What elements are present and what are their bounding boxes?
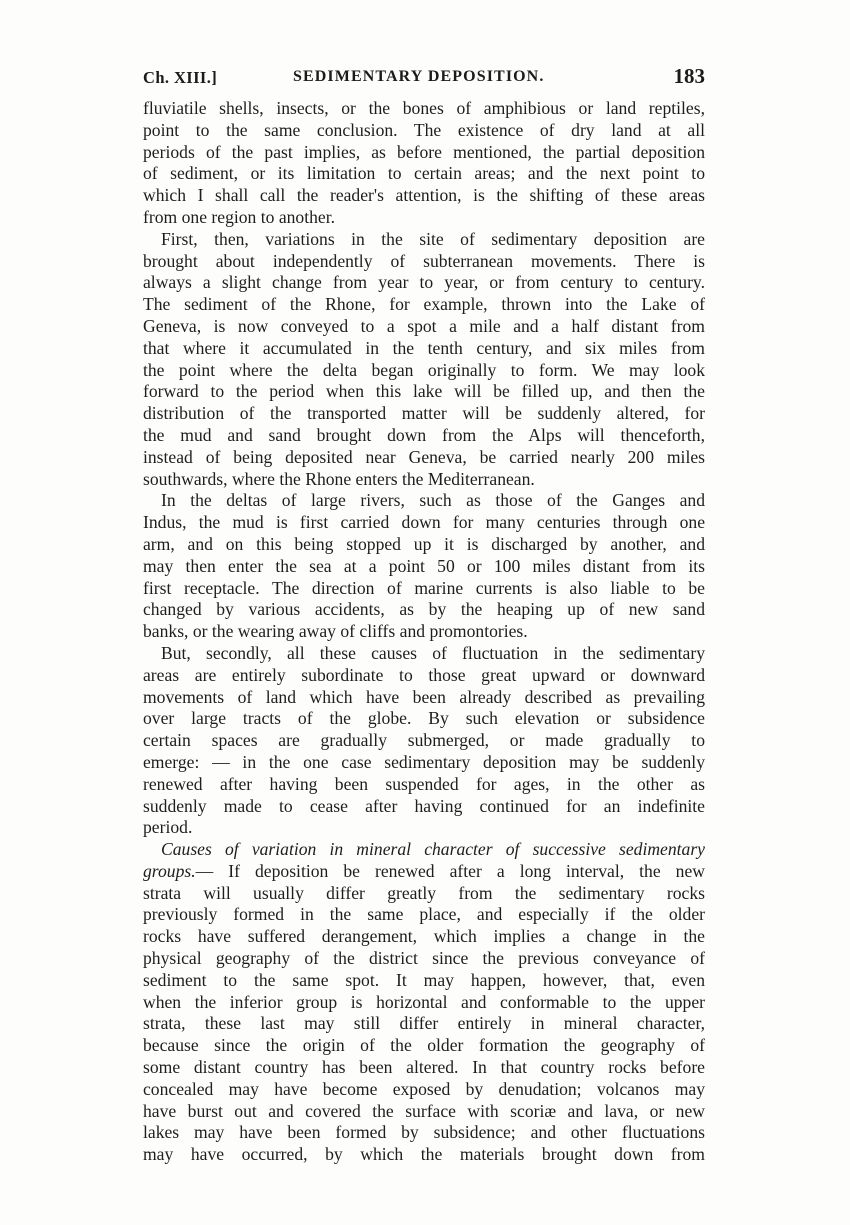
text-line: lakes may have been formed by subsidence; and other fluctuations [143, 1122, 705, 1143]
text-line: areas are entirely subordinate to those great upward or downward [143, 664, 705, 685]
text-line: when the inferior group is horizontal and conformable to the upper [143, 991, 705, 1012]
text-line: some distant country has been altered. In that country rocks before [143, 1057, 705, 1078]
text-line-italic-heading [143, 839, 705, 861]
text-line: renewed after having been suspended for ages, in the other as [143, 773, 705, 794]
text-line: previously formed in the same place, and especially if the older [143, 904, 705, 925]
text-line: always a slight change from year to year, or from century to century. [143, 272, 705, 293]
text-line: period. [143, 817, 193, 838]
heading-continuation: — If deposition be renewed after a long interval, the new [195, 860, 705, 881]
running-head [143, 66, 705, 94]
text-line: southwards, where the Rhone enters the Mediterranean. [143, 468, 535, 489]
text-line: may have occurred, by which the materials brought down from [143, 1144, 705, 1165]
text-line: changed by various accidents, as by the heaping up of new sand [143, 599, 705, 620]
paragraphs-after [143, 883, 705, 1166]
text-line: periods of the past implies, as before mentioned, the partial deposition [143, 141, 705, 162]
text-line: have burst out and covered the surface with scoriæ and lava, or new [143, 1100, 705, 1121]
text-line: The sediment of the Rhone, for example, thrown into the Lake of [143, 294, 705, 315]
text-line: rocks have suffered derangement, which implies a change in the [143, 926, 705, 947]
text-line: point to the same conclusion. The existence of dry land at all [143, 119, 705, 140]
text-line: the point where the delta began originally to form. We may look [143, 359, 705, 380]
text-line: concealed may have become exposed by denudation; volcanos may [143, 1078, 705, 1099]
text-line: Geneva, is now conveyed to a spot a mile and a half distant from [143, 315, 705, 336]
text-line: movements of land which have been already described as prevailing [143, 686, 705, 707]
text-line: over large tracts of the globe. By such elevation or subsidence [143, 708, 705, 729]
text-line: the mud and sand brought down from the Alps will thenceforth, [143, 424, 705, 445]
section-heading-italic: Causes of variation in mineral character of successive sedimentary [161, 839, 705, 860]
text-line: physical geography of the district since the previous conveyance of [143, 948, 705, 969]
page-number: 183 [673, 64, 705, 88]
text-line: from one region to another. [143, 206, 336, 227]
text-line: brought about independently of subterranean movements. There is [143, 250, 705, 271]
text-line: But, secondly, all these causes of fluctuation in the sedimentary [161, 642, 705, 663]
text-line: which I shall call the reader's attention, is the shifting of these areas [143, 185, 705, 206]
text-line-italic-heading-cont [143, 861, 705, 883]
chapter-label: Ch. XIII.] [143, 68, 218, 87]
text-line: instead of being deposited near Geneva, be carried nearly 200 miles [143, 446, 705, 467]
text-line: arm, and on this being stopped up it is discharged by another, and [143, 533, 705, 554]
text-line: because since the origin of the older formation the geography of [143, 1035, 705, 1056]
text-line: of sediment, or its limitation to certain areas; and the next point to [143, 163, 705, 184]
text-line: banks, or the wearing away of cliffs and promontories. [143, 621, 528, 642]
running-title: SEDIMENTARY DEPOSITION. [293, 68, 545, 85]
text-line: Indus, the mud is first carried down for many centuries through one [143, 512, 705, 533]
text-line: strata will usually differ greatly from the sedimentary rocks [143, 882, 705, 903]
text-line: strata, these last may still differ entirely in mineral character, [143, 1013, 705, 1034]
text-line: In the deltas of large rivers, such as those of the Ganges and [161, 490, 705, 511]
text-line: suddenly made to cease after having continued for an indefinite [143, 795, 705, 816]
text-line: distribution of the transported matter will be suddenly altered, for [143, 403, 705, 424]
text-line: first receptacle. The direction of marine currents is also liable to be [143, 577, 705, 598]
text-line: forward to the period when this lake will be filled up, and then the [143, 381, 705, 402]
text-line: certain spaces are gradually submerged, or made gradually to [143, 730, 705, 751]
text-line: fluviatile shells, insects, or the bones of amphibious or land reptiles, [143, 98, 705, 118]
text-line: that where it accumulated in the tenth century, and six miles from [143, 337, 705, 358]
body-text [143, 98, 705, 1166]
text-line: may then enter the sea at a point 50 or 100 miles distant from its [143, 555, 705, 576]
section-heading-italic-end: groups. [143, 860, 196, 881]
paragraphs-before [143, 98, 705, 839]
text-line: sediment to the same spot. It may happen, however, that, even [143, 969, 705, 990]
text-line: emerge: — in the one case sedimentary deposition may be suddenly [143, 751, 705, 772]
text-line: First, then, variations in the site of sedimentary deposition are [161, 228, 705, 249]
